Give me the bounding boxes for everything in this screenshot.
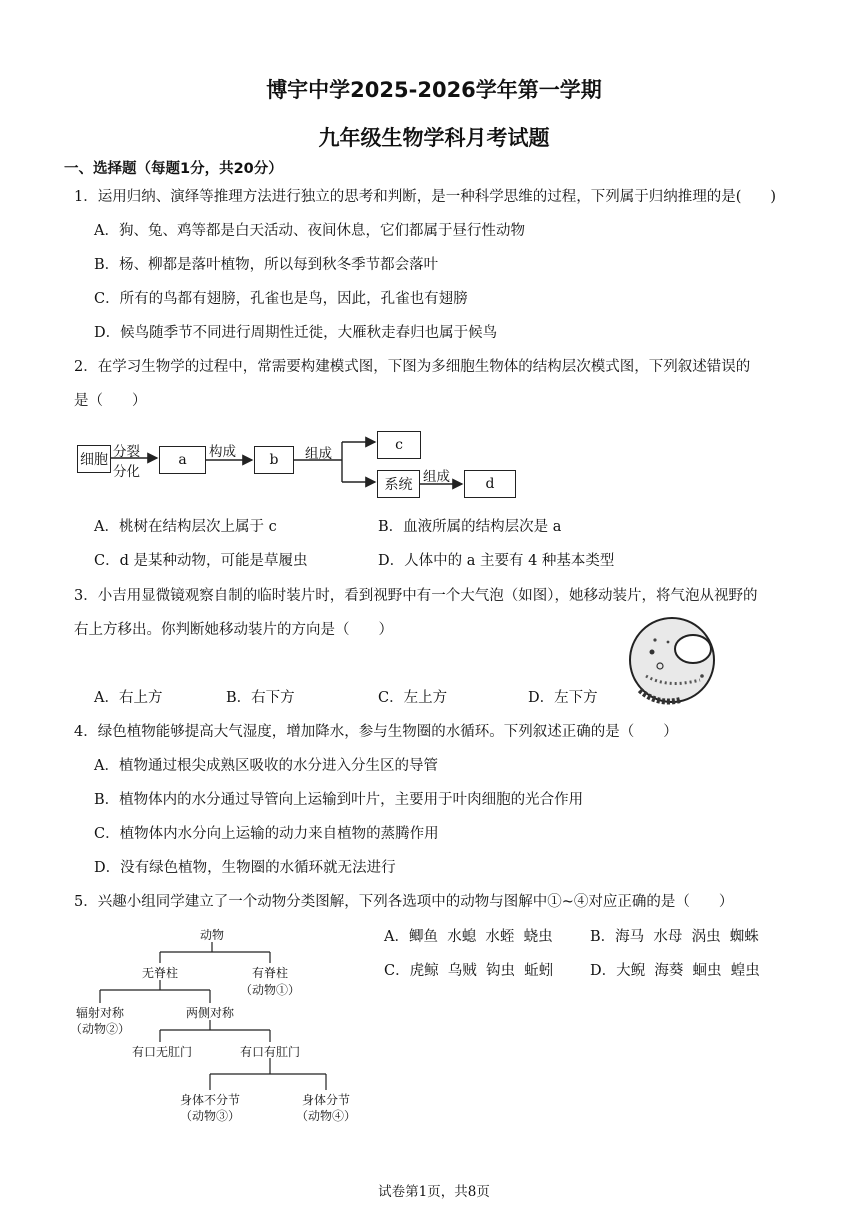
compose-label-2: 组成 <box>423 469 450 485</box>
q2-option-a: A．桃树在结构层次上属于 c <box>94 519 277 535</box>
q1-option-d: D．候鸟随季节不同进行周期性迁徙，大雁秋走春归也属于候鸟 <box>94 325 498 341</box>
level-c-box: c <box>377 431 421 459</box>
q2-stem-line2: 是（ ） <box>74 393 147 409</box>
q1-stem: 1．运用归纳、演绎等推理方法进行独立的思考和判断，是一种科学思维的过程，下列属于归纳推理的是( ) <box>74 189 777 205</box>
q3-stem-line2: 右上方移出。你判断她移动装片的方向是（ ） <box>74 622 393 638</box>
tree-radial: 辐射对称 <box>75 1006 124 1020</box>
q3-stem-line1: 3．小吉用显微镜观察自制的临时装片时，看到视野中有一个大气泡（如图），她移动装片，将气泡从视野的 <box>74 588 758 604</box>
q5-option-b: B．海马 水母 涡虫 蜘蛛 <box>590 929 759 945</box>
q1-option-a: A．狗、兔、鸡等都是白天活动、夜间休息，它们都属于昼行性动物 <box>94 223 525 239</box>
level-b-box: b <box>254 446 294 474</box>
q5-option-a: A．鲫鱼 水螅 水蛭 蛲虫 <box>384 929 553 945</box>
page-footer: 试卷第1页，共8页 <box>378 1184 490 1200</box>
q5-option-d: D．大鲵 海葵 蛔虫 蝗虫 <box>590 963 760 979</box>
tree-segmented: 身体分节 <box>301 1093 350 1107</box>
tree-anus: 有口有肛门 <box>239 1045 300 1059</box>
q4-option-d: D．没有绿色植物，生物圈的水循环就无法进行 <box>94 860 396 876</box>
q3-option-b: B．右下方 <box>226 690 295 706</box>
cell-box: 细胞 <box>77 445 111 473</box>
section-heading: 一、选择题（每题1分，共20分） <box>64 161 283 177</box>
q3-option-a: A．右上方 <box>94 690 163 706</box>
split-label: 分裂 <box>113 444 140 460</box>
level-d-box: d <box>464 470 516 498</box>
system-box: 系统 <box>377 470 420 498</box>
q5-option-c: C．虎鲸 乌贼 钩虫 蚯蚓 <box>384 963 554 979</box>
q4-option-c: C．植物体内水分向上运输的动力来自植物的蒸腾作用 <box>94 826 439 842</box>
tree-animal-3: （动物③） <box>179 1109 240 1123</box>
q2-option-c: C．d 是某种动物，可能是草履虫 <box>94 553 308 569</box>
compose-label-1: 组成 <box>305 446 332 462</box>
tree-no-anus: 有口无肛门 <box>131 1045 192 1059</box>
tree-animal-1: （动物①） <box>239 983 300 997</box>
q4-option-a: A．植物通过根尖成熟区吸收的水分进入分生区的导管 <box>94 758 438 774</box>
tree-animal-4: （动物④） <box>295 1109 356 1123</box>
q1-option-b: B．杨、柳都是落叶植物，所以每到秋冬季节都会落叶 <box>94 257 439 273</box>
q1-option-c: C．所有的鸟都有翅膀，孔雀也是鸟，因此，孔雀也有翅膀 <box>94 291 468 307</box>
q2-stem-line1: 2．在学习生物学的过程中，常需要构建模式图，下图为多细胞生物体的结构层次模式图，下列叙述错误的 <box>74 359 751 375</box>
tree-root: 动物 <box>199 928 224 942</box>
q3-option-d: D．左下方 <box>528 690 598 706</box>
diff-label: 分化 <box>113 464 140 480</box>
q2-option-b: B．血液所属的结构层次是 a <box>378 519 562 535</box>
exam-school-title: 博宇中学2025-2026学年第一学期 <box>266 78 602 102</box>
level-a-box: a <box>159 446 206 474</box>
tree-bilateral: 两侧对称 <box>185 1006 234 1020</box>
tree-vertebrate: 有脊柱 <box>251 966 288 980</box>
form-label: 构成 <box>209 444 236 460</box>
q4-option-b: B．植物体内的水分通过导管向上运输到叶片，主要用于叶肉细胞的光合作用 <box>94 792 584 808</box>
exam-subject-title: 九年级生物学科月考试题 <box>318 126 550 150</box>
q4-stem: 4．绿色植物能够提高大气湿度，增加降水，参与生物圈的水循环。下列叙述正确的是（ ） <box>74 724 678 740</box>
q3-option-c: C．左上方 <box>378 690 448 706</box>
q5-stem: 5．兴趣小组同学建立了一个动物分类图解，下列各选项中的动物与图解中①~④对应正确的是（ ） <box>74 894 734 910</box>
tree-unsegmented: 身体不分节 <box>179 1093 240 1107</box>
q2-option-d: D．人体中的 a 主要有 4 种基本类型 <box>378 553 615 569</box>
tree-invertebrate: 无脊柱 <box>141 966 178 980</box>
tree-animal-2: （动物②） <box>69 1022 130 1036</box>
